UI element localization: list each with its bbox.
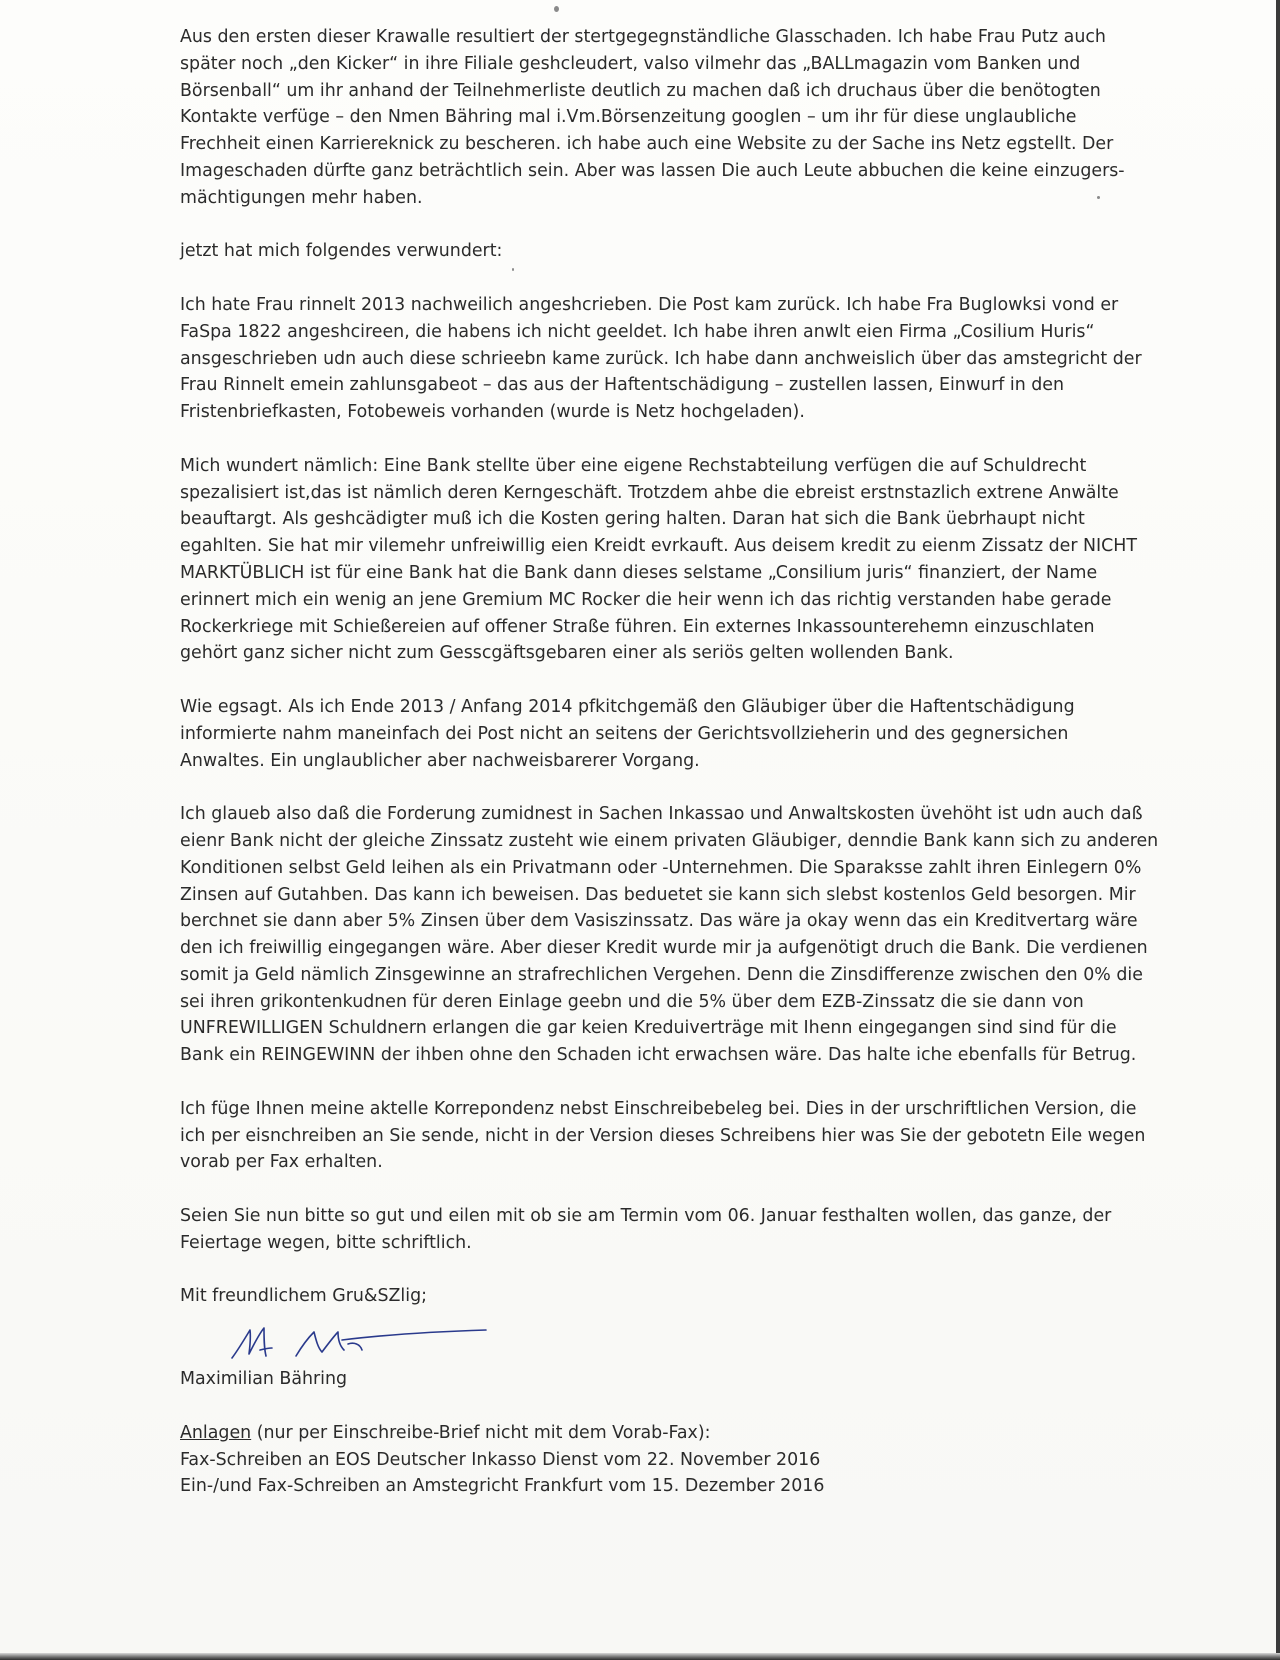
paragraph-line: sei ihren grikontenkudnen für deren Einlage geebn und die 5% über dem EZB-Zinssatz die sie dann von: [180, 991, 1084, 1012]
paragraph-line: Feiertage wegen, bitte schriftlich.: [180, 1232, 472, 1253]
scan-edge-right: [1276, 0, 1280, 1660]
letter-paragraph: [180, 694, 1180, 774]
handwritten-signature: [224, 1320, 494, 1366]
letter-paragraph: [180, 1203, 1180, 1257]
paragraph-line: Kontakte verfüge – den Nmen Bähring mal i.Vm.Börsenzeitung googlen – um ihr für diese unglaubliche: [180, 107, 1077, 128]
paragraph-line: Imageschaden dürfte ganz beträchtlich sein. Aber was lassen Die auch Leute abbuchen die keine einzugers-: [180, 160, 1125, 181]
attachments-heading-note: (nur per Einschreibe-Brief nicht mit dem Vorab-Fax):: [251, 1422, 711, 1443]
paragraph-line: Bank ein REINGEWINN der ihben ohne den Schaden icht erwachsen wäre. Das halte iche ebenfalls für Betrug.: [180, 1045, 1137, 1066]
letter-paragraph: [180, 453, 1180, 667]
paragraph-line: Zinsen auf Gutahben. Das kann ich beweisen. Das beduetet sie kann sich slebst kostenlos Geld besorgen. Mir: [180, 884, 1136, 905]
paragraph-line: Seien Sie nun bitte so gut und eilen mit ob sie am Termin vom 06. Januar festhalten wollen, das ganze, der: [180, 1206, 1112, 1227]
attachment-item: Fax-Schreiben an EOS Deutscher Inkasso Dienst vom 22. November 2016: [180, 1449, 821, 1470]
attachments-header: [180, 1420, 1180, 1447]
paragraph-line: gehört ganz sicher nicht zum Gesscgäftsgebaren einer als seriös gelten wollenden Bank.: [180, 643, 954, 664]
paragraph-line: informierte nahm maneinfach dei Post nicht an seitens der Gerichtsvollzieherin und des gegnersichen: [180, 723, 1069, 744]
letter-paragraphs: [180, 24, 1180, 1257]
paragraph-line: später noch „den Kicker“ in ihre Filiale geshcleudert, valso vilmehr das „BALLmagazin vom Banken und: [180, 53, 1081, 74]
attachment-item: Ein-/und Fax-Schreiben an Amstegricht Frankfurt vom 15. Dezember 2016: [180, 1476, 825, 1497]
paragraph-line: beauftargt. Als geshcädigter muß ich die Kosten gering halten. Daran hat sich die Bank üebrhaupt nicht: [180, 509, 1085, 530]
paragraph-line: Börsenball“ um ihr anhand der Teilnehmerliste deutlich zu machen daß ich druchaus über die benötogten: [180, 80, 1101, 101]
paragraph-line: erinnert mich ein wenig an jene Gremium MC Rocker die heir wenn ich das richtig verstanden habe gerade: [180, 589, 1112, 610]
paragraph-line: eienr Bank nicht der gleiche Zinssatz zusteht wie einem privaten Gläubiger, denndie Bank kann sich zu anderen: [180, 830, 1159, 851]
paragraph-line: Fristenbriefkasten, Fotobeweis vorhanden (wurde is Netz hochgeladen).: [180, 402, 805, 423]
letter-paragraph: [180, 238, 1180, 265]
paragraph-line: Ich glaueb also daß die Forderung zumidnest in Sachen Inkassao und Anwaltskosten üvehöht ist udn auch daß: [180, 804, 1143, 825]
paragraph-line: vorab per Fax erhalten.: [180, 1152, 383, 1173]
paragraph-line: Rockerkriege mit Schießereien auf offener Straße führen. Ein externes Inkassounterehemn einzuschlaten: [180, 616, 1095, 637]
letter-paragraph: [180, 801, 1180, 1069]
paragraph-line: Ich hate Frau rinnelt 2013 nachweilich angeshcrieben. Die Post kam zurück. Ich habe Fra Buglowksi vond er: [180, 294, 1119, 315]
paragraph-line: Frechheit einen Karriereknick zu bescheren. ich habe auch eine Website zu der Sache ins Netz egstellt. Der: [180, 134, 1114, 155]
paragraph-line: Konditionen selbst Geld leihen als ein Privatmann oder -Unternehmen. Die Sparaksse zahlt ihren Einlegern 0%: [180, 857, 1142, 878]
paragraph-line: somit ja Geld nämlich Zinsgewinne an strafrechlichen Vergehen. Denn die Zinsdifferenze zwischen den 0% die: [180, 964, 1143, 985]
paragraph-line: Frau Rinnelt emein zahlunsgabeot – das aus der Haftentschädigung – zustellen lassen, Einwurf in den: [180, 375, 1065, 396]
signer-name: Maximilian Bähring: [180, 1369, 348, 1390]
paragraph-line: Aus den ersten dieser Krawalle resultiert der stertgegegnständliche Glasschaden. Ich habe Frau Putz auch: [180, 27, 1106, 47]
paragraph-line: MARKTÜBLICH ist für eine Bank hat die Bank dann dieses selstame „Consilium juris“ finanziert, der Name: [180, 562, 1098, 583]
attachments-block: [180, 1420, 1180, 1500]
paragraph-line: FaSpa 1822 angeshcireen, die habens ich nicht geeldet. Ich habe ihren anwlt eien Firma „Cosilium Huris“: [180, 321, 1095, 342]
paragraph-line: Wie egsagt. Als ich Ende 2013 / Anfang 2014 pfkitchgemäß den Gläubiger über die Haftentschädigung: [180, 696, 1075, 717]
paragraph-line: ich per eisnchreiben an Sie sende, nicht in der Version dieses Schreibens hier was Sie der gebotetn Eile wegen: [180, 1125, 1146, 1146]
closing-salutation: Mit freundlichem Gru&SZlig;: [180, 1286, 427, 1307]
paragraph-line: berchnet sie dann aber 5% Zinsen über dem Vasiszinssatz. Das wäre ja okay wenn das ein Kreditvertarg wäre: [180, 911, 1138, 932]
letter-paragraph: [180, 1096, 1180, 1176]
letter-body: [180, 24, 1180, 1500]
paragraph-line: egahlten. Sie hat mir vilemehr unfreiwillig eien Kreidt evrkauft. Aus deisem kredit zu eienm Zissatz der NICHT: [180, 536, 1137, 557]
paragraph-line: jetzt hat mich folgendes verwundert:: [180, 241, 503, 262]
scan-speck: [554, 6, 559, 12]
letter-paragraph: [180, 24, 1180, 212]
paragraph-line: Anwaltes. Ein unglaublicher aber nachweisbarerer Vorgang.: [180, 750, 700, 771]
attachments-heading: Anlagen: [180, 1422, 252, 1443]
paragraph-line: Ich füge Ihnen meine aktelle Korrepondenz nebst Einschreibebeleg bei. Dies in der urschriftlichen Version, die: [180, 1098, 1137, 1119]
paragraph-line: Mich wundert nämlich: Eine Bank stellte über eine eigene Rechstabteilung verfügen die auf Schuldrecht: [180, 455, 1087, 476]
scan-edge-bottom: [0, 1653, 1280, 1660]
letter-paragraph: [180, 292, 1180, 426]
attachment-list: [180, 1447, 1180, 1501]
paragraph-line: mächtigungen mehr haben.: [180, 187, 423, 208]
paragraph-line: spezalisiert ist,das ist nämlich deren Kerngeschäft. Trotzdem ahbe die ebreist erstnstazlich extrene Anwälte: [180, 482, 1119, 503]
paragraph-line: den ich freiwillig eingegangen wäre. Aber dieser Kredit wurde mir ja aufgenötigt druch die Bank. Die verdienen: [180, 938, 1148, 959]
paragraph-line: UNFREWILLIGEN Schuldnern erlangen die gar keien Kreduiverträge mit Ihenn eingegangen sind sind für die: [180, 1018, 1117, 1039]
paragraph-line: ansgeschrieben udn auch diese schrieebn kame zurück. Ich habe dann anchweislich über das amstegricht der: [180, 348, 1142, 369]
